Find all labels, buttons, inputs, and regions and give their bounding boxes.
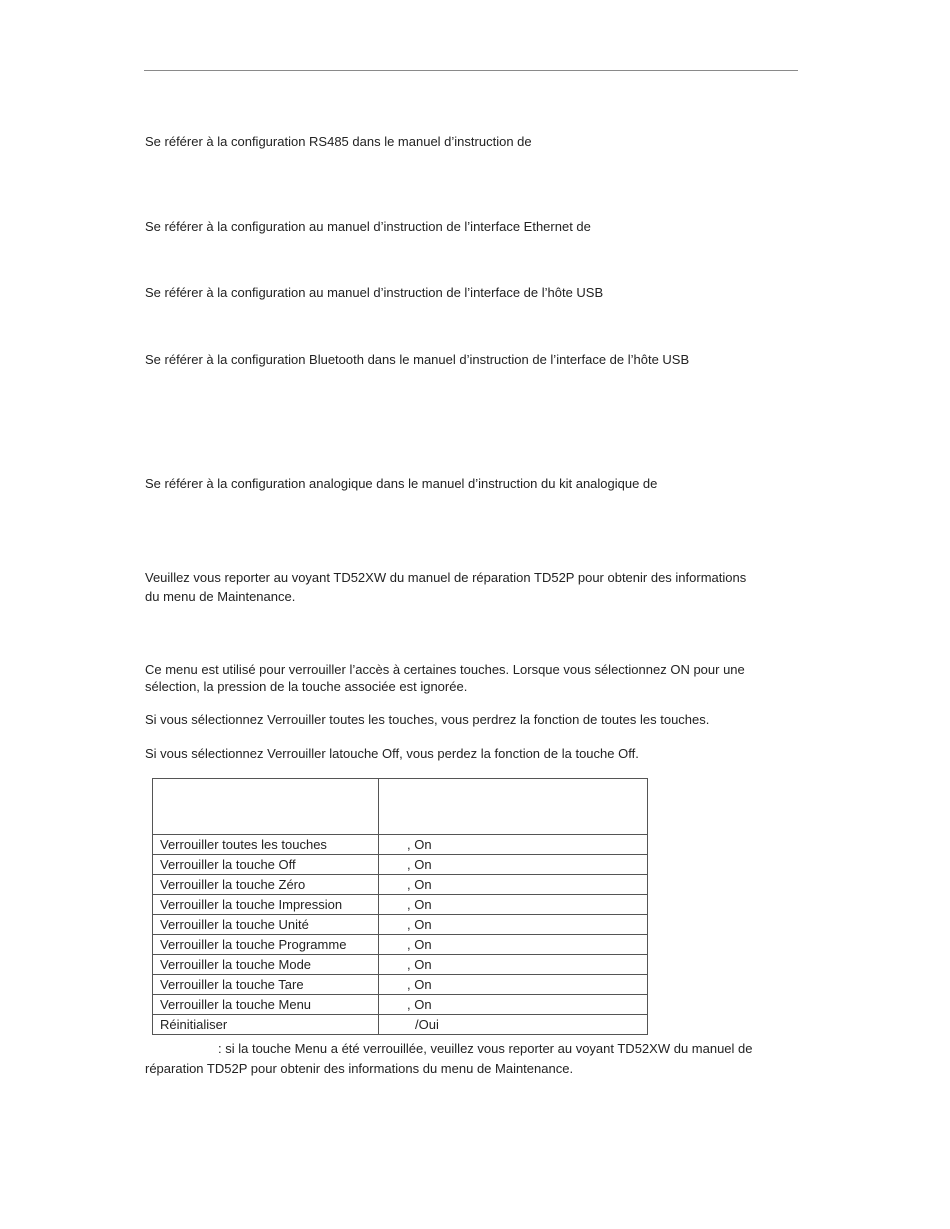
table-row	[153, 975, 648, 995]
row-label: Réinitialiser	[153, 1015, 379, 1035]
row-value: , On	[379, 835, 648, 855]
rs485-paragraph: Se référer à la configuration RS485 dans le manuel d’instruction de	[145, 134, 532, 149]
row-label: Verrouiller la touche Zéro	[153, 875, 379, 895]
table-row	[153, 1015, 648, 1035]
row-value: , On	[379, 855, 648, 875]
table-row	[153, 875, 648, 895]
lock-all-paragraph: Si vous sélectionnez Verrouiller toutes les touches, vous perdrez la fonction de toutes les touches.	[145, 712, 710, 727]
table-row	[153, 895, 648, 915]
row-value: , On	[379, 935, 648, 955]
row-value: , On	[379, 895, 648, 915]
analog-paragraph: Se référer à la configuration analogique dans le manuel d’instruction du kit analogique de	[145, 476, 658, 491]
table-row	[153, 855, 648, 875]
lockout-intro-paragraph: Ce menu est utilisé pour verrouiller l’accès à certaines touches. Lorsque vous sélectionnez ON pour une sélection, la pression de la touche associée est ignorée.	[145, 662, 745, 694]
row-value: , On	[379, 955, 648, 975]
table-header-cell	[153, 779, 379, 835]
table-row	[153, 935, 648, 955]
row-value: , On	[379, 995, 648, 1015]
bluetooth-paragraph: Se référer à la configuration Bluetooth dans le manuel d’instruction de l’interface de l’hôte USB	[145, 352, 690, 367]
ethernet-paragraph: Se référer à la configuration au manuel d’instruction de l’interface Ethernet de	[145, 219, 591, 234]
menu-lock-note	[145, 1039, 785, 1079]
table-row	[153, 915, 648, 935]
row-label: Verrouiller la touche Impression	[153, 895, 379, 915]
row-value	[379, 1015, 648, 1035]
table-row	[153, 835, 648, 855]
header-rule	[144, 70, 798, 71]
row-value: , On	[379, 975, 648, 995]
table-header-cell	[379, 779, 648, 835]
table-header-row	[153, 779, 648, 835]
row-label: Verrouiller la touche Off	[153, 855, 379, 875]
table-row	[153, 955, 648, 975]
row-label: Verrouiller la touche Mode	[153, 955, 379, 975]
usb-host-paragraph: Se référer à la configuration au manuel d’instruction de l’interface de l’hôte USB	[145, 285, 604, 300]
row-label: Verrouiller la touche Programme	[153, 935, 379, 955]
note-text: : si la touche Menu a été verrouillée, veuillez vous reporter au voyant TD52XW du manuel de réparation TD52P pour obtenir des informations du menu de Maintenance.	[145, 1041, 753, 1076]
row-value: , On	[379, 915, 648, 935]
maintenance-paragraph: Veuillez vous reporter au voyant TD52XW du manuel de réparation TD52P pour obtenir des informations du menu de Maintenance.	[145, 570, 747, 604]
row-label: Verrouiller la touche Unité	[153, 915, 379, 935]
row-label: Verrouiller la touche Tare	[153, 975, 379, 995]
row-label: Verrouiller la touche Menu	[153, 995, 379, 1015]
key-lockout-table	[152, 778, 648, 1035]
row-label: Verrouiller toutes les touches	[153, 835, 379, 855]
table-row	[153, 995, 648, 1015]
reset-value: /Oui	[415, 1017, 439, 1032]
lock-off-paragraph: Si vous sélectionnez Verrouiller latouche Off, vous perdez la fonction de la touche Off.	[145, 746, 639, 761]
row-value: , On	[379, 875, 648, 895]
